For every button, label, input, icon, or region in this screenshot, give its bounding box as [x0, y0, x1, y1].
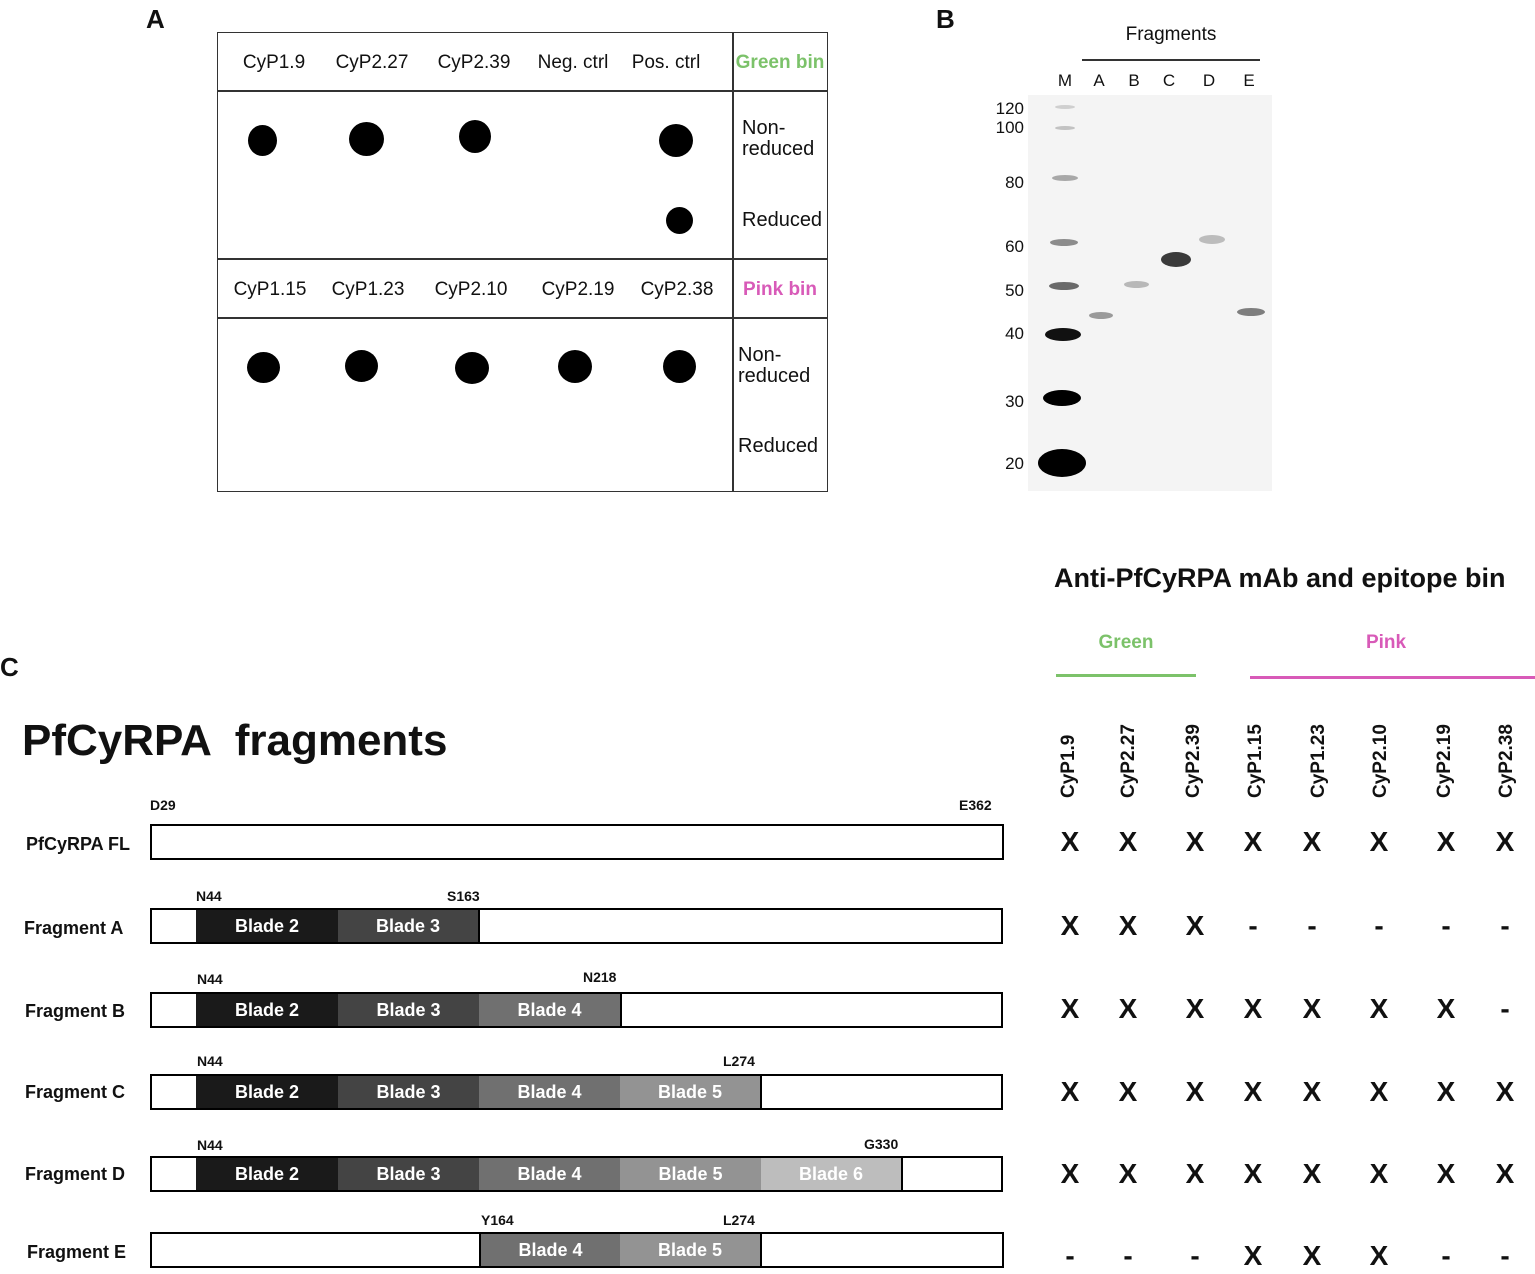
binding-mark: X [1243, 1240, 1263, 1271]
binding-mark: X [1185, 826, 1205, 857]
divider [478, 910, 480, 942]
binding-mark: X [1436, 826, 1456, 857]
residue-start: Y164 [481, 1212, 514, 1228]
binding-mark: X [1436, 993, 1456, 1024]
binding-mark: X [1118, 1158, 1138, 1189]
blot-dot [247, 352, 280, 383]
blade-2: Blade 2 [196, 910, 338, 942]
binding-mark: X [1302, 1240, 1322, 1271]
blot-dot [659, 124, 693, 157]
binding-mark: X [1302, 993, 1322, 1024]
binding-mark: X [1302, 1076, 1322, 1107]
row-label-nonreduced [738, 345, 810, 387]
mw-marker: 100 [995, 118, 1024, 137]
col-header: CyP2.39 [437, 52, 511, 73]
fragment-band-c [1161, 252, 1191, 267]
fragment-bar [150, 1156, 1003, 1192]
lane-label: B [1128, 71, 1140, 90]
blade-6: Blade 6 [761, 1158, 901, 1190]
residue-end: L274 [723, 1053, 755, 1069]
ladder-band [1045, 328, 1081, 341]
blade-2: Blade 2 [196, 994, 338, 1026]
fragment-label: PfCyRPA FL [26, 834, 131, 854]
row-label-nonreduced-line2: reduced [742, 138, 815, 160]
col-header: CyP2.38 [640, 279, 714, 300]
mw-marker: 80 [1005, 173, 1024, 192]
col-header: CyP1.23 [331, 279, 405, 300]
mw-marker: 40 [1005, 324, 1024, 343]
pink-group-label: Pink [1365, 632, 1407, 653]
ladder-band [1055, 126, 1075, 130]
green-bin-label: Green bin [735, 52, 825, 73]
ladder-band [1043, 390, 1081, 406]
binding-mark: X [1302, 1158, 1322, 1189]
fragment-label: Fragment E [27, 1242, 127, 1262]
mab-header: CyP1.15 [1245, 724, 1266, 798]
fragment-band-a [1089, 312, 1113, 319]
green-group-line [1056, 674, 1196, 677]
binding-mark: X [1060, 826, 1080, 857]
panel-label-b: B [936, 4, 955, 34]
mab-header: CyP2.19 [1434, 724, 1455, 798]
row-label-nonreduced-line1: Non- [738, 344, 782, 366]
blot-dot [459, 120, 491, 153]
divider [760, 1076, 762, 1108]
lane-label: A [1093, 71, 1105, 90]
fragment-bar [150, 1074, 1003, 1110]
binding-mark: X [1060, 993, 1080, 1024]
col-header: CyP2.27 [335, 52, 409, 73]
blot-dot [349, 122, 384, 156]
binding-mark: X [1436, 1076, 1456, 1107]
col-header: CyP2.10 [434, 279, 508, 300]
matrix-title: Anti-PfCyRPA mAb and epitope bin [1054, 563, 1506, 593]
blot-dot [345, 350, 378, 382]
blade-5: Blade 5 [620, 1076, 760, 1108]
binding-mark: X [1369, 993, 1389, 1024]
binding-mark: X [1118, 1076, 1138, 1107]
dot-blot-frame [217, 32, 828, 492]
panel-label-c: C [0, 652, 19, 682]
blot-dot [663, 350, 696, 383]
residue-end: E362 [959, 797, 992, 813]
blade-3: Blade 3 [338, 1158, 479, 1190]
divider [620, 994, 622, 1026]
row-label-nonreduced-line2: reduced [738, 365, 811, 387]
binding-mark: X [1495, 826, 1515, 857]
binding-mark: - [1190, 1240, 1200, 1271]
binding-mark: X [1369, 826, 1389, 857]
residue-end: L274 [723, 1212, 755, 1228]
lane-label: M [1057, 71, 1073, 90]
binding-mark: X [1369, 1240, 1389, 1271]
col-header: CyP1.15 [233, 279, 307, 300]
blade-5: Blade 5 [620, 1158, 761, 1190]
blade-2: Blade 2 [196, 1076, 338, 1108]
binding-mark: X [1369, 1076, 1389, 1107]
ladder-band [1055, 105, 1075, 109]
binding-mark: X [1243, 1158, 1263, 1189]
row-label-reduced: Reduced [738, 435, 819, 457]
residue-start: N44 [196, 888, 222, 904]
ladder-band [1050, 239, 1078, 246]
blot-title: Fragments [1125, 24, 1217, 45]
blot-dot [248, 125, 277, 156]
binding-mark: X [1369, 1158, 1389, 1189]
mw-marker: 60 [1005, 237, 1024, 256]
western-blot [1028, 95, 1272, 491]
residue-start: N44 [197, 1137, 223, 1153]
fragment-bar [150, 992, 1003, 1028]
binding-mark: - [1500, 993, 1510, 1024]
binding-mark: X [1243, 1076, 1263, 1107]
residue-end: G330 [864, 1136, 899, 1152]
divider [217, 90, 828, 92]
mab-header: CyP2.39 [1183, 724, 1204, 798]
binding-mark: X [1436, 1158, 1456, 1189]
binding-mark: X [1243, 826, 1263, 857]
divider [217, 317, 828, 319]
col-header: CyP1.9 [242, 52, 306, 73]
mab-header: CyP2.38 [1496, 724, 1517, 798]
ladder-band [1049, 282, 1079, 290]
residue-start: N44 [197, 971, 223, 987]
fragment-bar [150, 824, 1004, 860]
blade-3: Blade 3 [338, 994, 479, 1026]
fragment-label: Fragment B [25, 1001, 126, 1021]
blade-2: Blade 2 [196, 1158, 338, 1190]
binding-mark: - [1374, 910, 1384, 941]
fragment-bar [150, 908, 1003, 944]
fragments-title: PfCyRPA fragments [22, 716, 448, 765]
col-header: Pos. ctrl [631, 52, 701, 73]
binding-mark: - [1441, 910, 1451, 941]
binding-mark: X [1118, 826, 1138, 857]
lane-label: D [1202, 71, 1216, 90]
binding-mark: X [1495, 1158, 1515, 1189]
residue-start: D29 [150, 797, 176, 813]
residue-end: S163 [447, 888, 480, 904]
fragment-band-e [1237, 308, 1265, 316]
pink-group-line [1250, 676, 1535, 679]
mab-header: CyP1.23 [1308, 724, 1329, 798]
blot-dot [558, 350, 592, 383]
mw-marker: 120 [995, 99, 1024, 118]
row-label-nonreduced-line1: Non- [742, 117, 786, 139]
binding-mark: X [1118, 993, 1138, 1024]
blade-4: Blade 4 [479, 1076, 620, 1108]
blade-4: Blade 4 [479, 994, 620, 1026]
pink-bin-label: Pink bin [743, 279, 817, 300]
fragment-band-d [1199, 235, 1225, 244]
divider [217, 258, 828, 260]
mab-header: CyP1.9 [1058, 734, 1079, 798]
divider [732, 32, 734, 492]
row-label-reduced: Reduced [742, 209, 823, 231]
binding-mark: X [1118, 910, 1138, 941]
mw-marker: 20 [1005, 454, 1024, 473]
binding-mark: - [1441, 1240, 1451, 1271]
binding-mark: - [1123, 1240, 1133, 1271]
binding-mark: X [1185, 1158, 1205, 1189]
binding-mark: X [1060, 1158, 1080, 1189]
divider [1082, 59, 1260, 61]
lane-label: C [1162, 71, 1176, 90]
divider [901, 1158, 903, 1190]
panel-label-a: A [146, 4, 165, 34]
binding-mark: - [1065, 1240, 1075, 1271]
blade-4: Blade 4 [481, 1234, 620, 1266]
binding-mark: - [1500, 910, 1510, 941]
binding-mark: X [1060, 1076, 1080, 1107]
row-label-nonreduced [742, 118, 814, 160]
col-header: Neg. ctrl [537, 52, 609, 73]
binding-mark: X [1302, 826, 1322, 857]
blade-5: Blade 5 [620, 1234, 760, 1266]
fragment-bar [150, 1232, 1004, 1268]
fragment-label: Fragment A [24, 918, 124, 938]
fragment-label: Fragment C [25, 1082, 126, 1102]
blot-dot [666, 207, 693, 234]
binding-mark: X [1060, 910, 1080, 941]
lane-label: E [1243, 71, 1255, 90]
fragment-label: Fragment D [25, 1164, 126, 1184]
binding-mark: X [1243, 993, 1263, 1024]
binding-mark: - [1500, 1240, 1510, 1271]
blade-3: Blade 3 [338, 1076, 479, 1108]
fragment-band-b [1124, 281, 1149, 288]
mab-header: CyP2.27 [1118, 724, 1139, 798]
binding-mark: X [1185, 1076, 1205, 1107]
residue-end: N218 [583, 969, 617, 985]
binding-mark: - [1307, 910, 1317, 941]
mw-marker: 50 [1005, 281, 1024, 300]
mab-header: CyP2.10 [1370, 724, 1391, 798]
binding-mark: X [1495, 1076, 1515, 1107]
green-group-label: Green [1098, 632, 1154, 653]
blade-4: Blade 4 [479, 1158, 620, 1190]
binding-mark: X [1185, 910, 1205, 941]
blot-dot [455, 352, 489, 384]
ladder-band [1052, 175, 1078, 181]
blade-3: Blade 3 [338, 910, 478, 942]
col-header: CyP2.19 [541, 279, 615, 300]
ladder-band [1038, 449, 1086, 477]
divider [760, 1234, 762, 1266]
mw-marker: 30 [1005, 392, 1024, 411]
binding-mark: - [1248, 910, 1258, 941]
binding-mark: X [1185, 993, 1205, 1024]
residue-start: N44 [197, 1053, 223, 1069]
